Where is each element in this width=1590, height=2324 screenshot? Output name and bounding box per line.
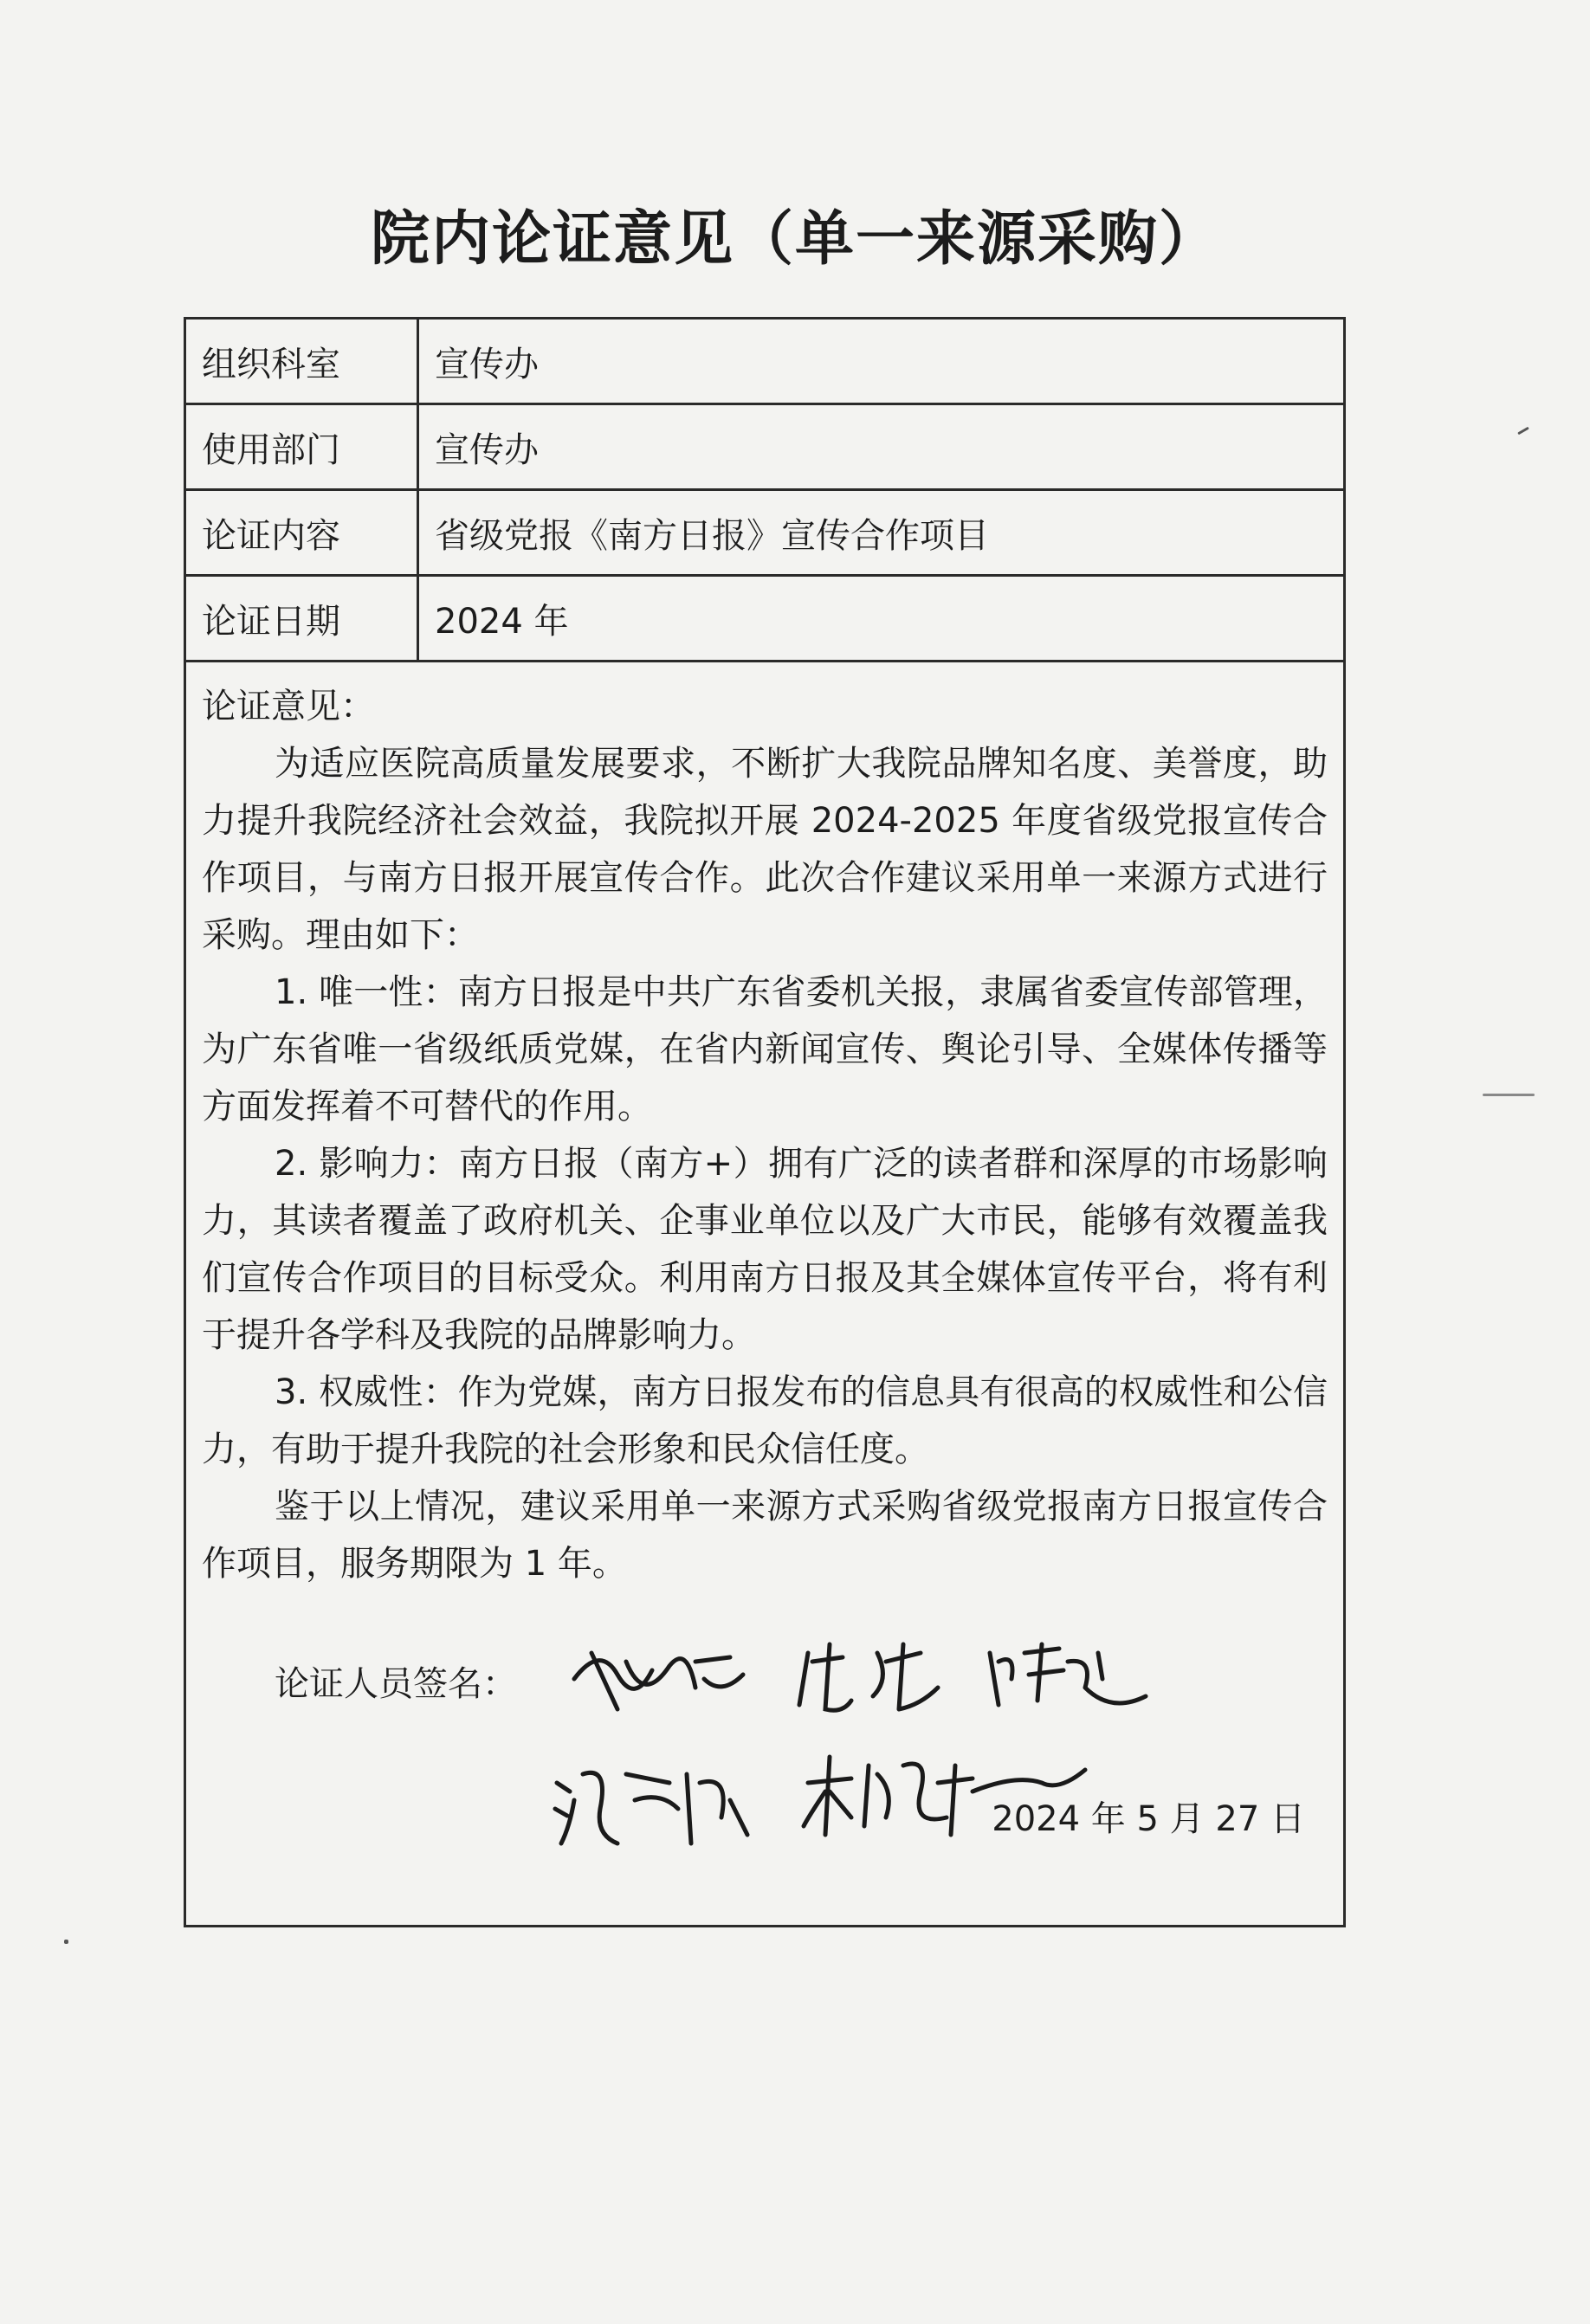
- signature-label: 论证人员签名：: [275, 1664, 517, 1704]
- opinion-paragraph: 3. 权威性：作为党媒，南方日报发布的信息具有很高的权威性和公信力，有助于提升我院的社会形象和民众信任度。: [202, 1372, 1328, 1469]
- field-row-content: [185, 490, 1345, 576]
- field-value: 2024 年: [418, 576, 1345, 662]
- signature-area: [202, 1627, 1328, 1887]
- field-value: 省级党报《南方日报》宣传合作项目: [418, 490, 1345, 576]
- opinion-paragraph: 1. 唯一性：南方日报是中共广东省委机关报，隶属省委宣传部管理，为广东省唯一省级纸质党媒，在省内新闻宣传、舆论引导、全媒体传播等方面发挥着不可替代的作用。: [202, 972, 1328, 1126]
- scan-mark: [1483, 1094, 1535, 1096]
- field-label: 论证日期: [185, 576, 418, 662]
- opinion-paragraph: 2. 影响力：南方日报（南方+）拥有广泛的读者群和深厚的市场影响力，其读者覆盖了政府机关、企事业单位以及广大市民，能够有效覆盖我们宣传合作项目的目标受众。利用南方日报及其全媒体宣传平台，将有利于提升各学科及我院的品牌影响力。: [202, 1144, 1328, 1355]
- opinion-heading: 论证意见：: [202, 687, 375, 726]
- handwritten-signature: [791, 1627, 964, 1731]
- scan-mark: [64, 1940, 68, 1944]
- scan-mark: [1517, 427, 1529, 436]
- field-value: 宣传办: [418, 319, 1345, 404]
- field-row-user-department: [185, 404, 1345, 490]
- field-label: 组织科室: [185, 319, 418, 404]
- signature-date: 2024 年 5 月 27 日: [992, 1799, 1305, 1839]
- field-row-department: [185, 319, 1345, 404]
- form-table: [184, 317, 1346, 1927]
- field-label: 使用部门: [185, 404, 418, 490]
- opinion-paragraph: 鉴于以上情况，建议采用单一来源方式采购省级党报南方日报宣传合作项目，服务期限为 1 年。: [202, 1487, 1328, 1584]
- field-row-date: [185, 576, 1345, 662]
- opinion-cell: [185, 662, 1345, 1927]
- field-value: 宣传办: [418, 404, 1345, 490]
- opinion-paragraph: 为适应医院高质量发展要求，不断扩大我院品牌知名度、美誉度，助力提升我院经济社会效益，我院拟开展 2024-2025 年度省级党报宣传合作项目，与南方日报开展宣传合作。此次合作建议采用单一来源方式进行采购。理由如下：: [202, 744, 1328, 955]
- page-title: 院内论证意见（单一来源采购）: [370, 204, 1219, 274]
- handwritten-signature: [981, 1627, 1154, 1731]
- handwritten-signature: [566, 1627, 756, 1731]
- opinion-row: [185, 662, 1345, 1927]
- handwritten-signature: [548, 1748, 756, 1861]
- field-label: 论证内容: [185, 490, 418, 576]
